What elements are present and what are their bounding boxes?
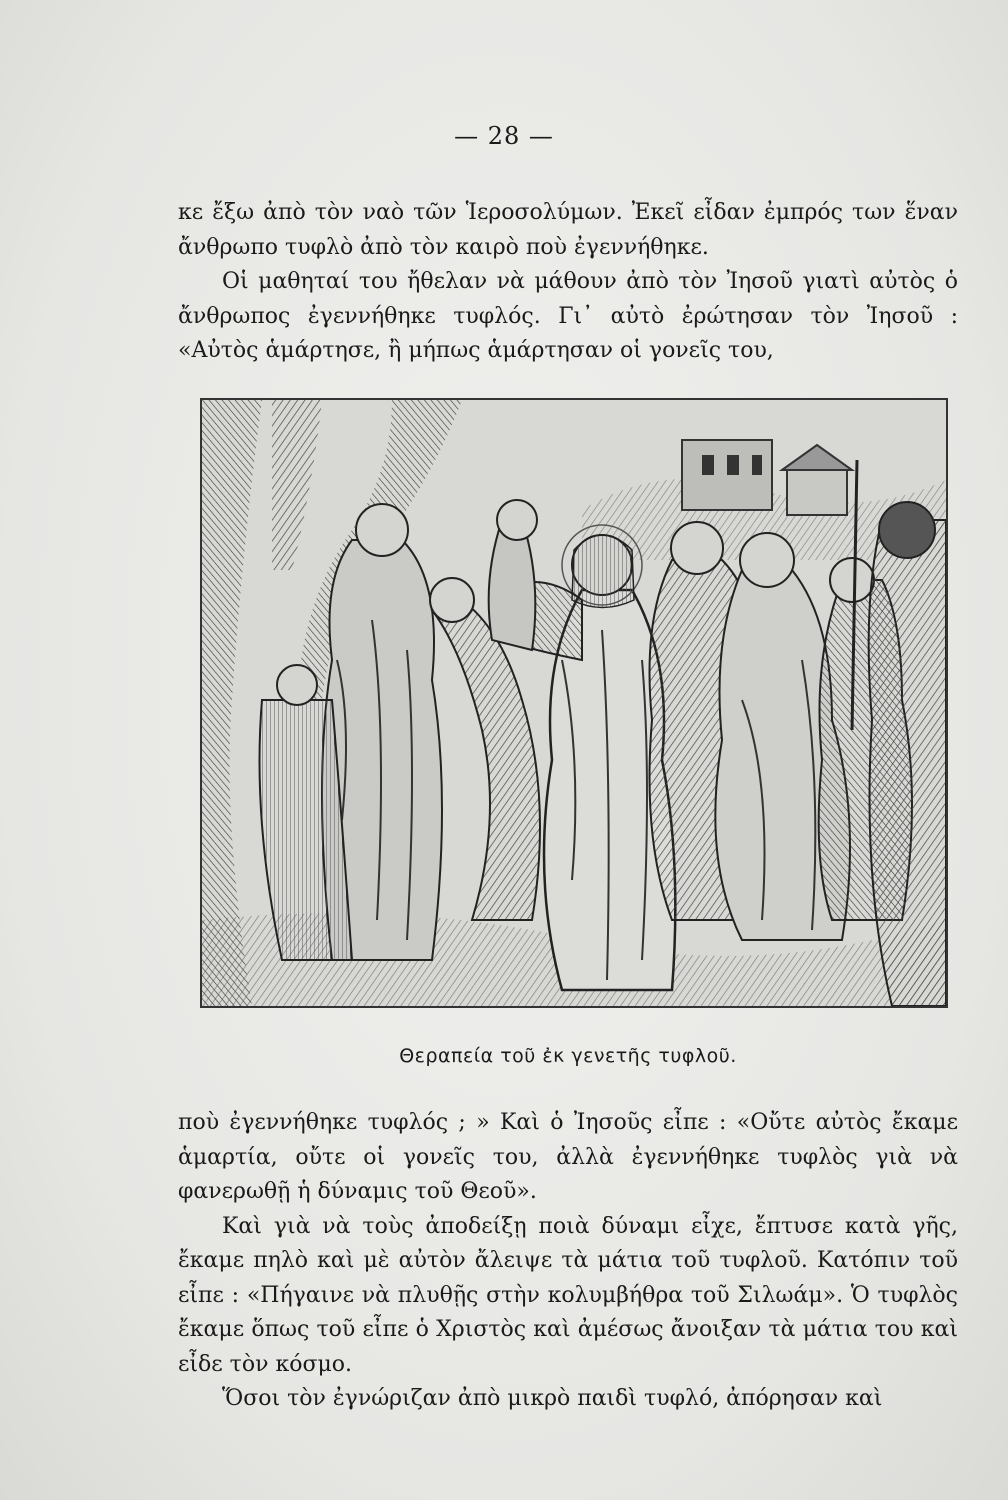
paragraph: Οἱ μαθηταί του ἤθελαν νὰ μάθουν ἀπὸ τὸν Ἰησοῦ γιατὶ αὐτὸς ὁ ἄνθρωπος ἐγεννήθηκε τυφλός. Γι᾽ αὐτὸ ἐρώτησαν τὸν Ἰησοῦ : «Αὐτὸς ἁμάρτησε, ἢ μήπως ἁμάρτησαν οἱ γονεῖς του, [178, 269, 958, 363]
engraving-healing-blind-man [202, 400, 946, 1006]
paragraph: Ὅσοι τὸν ἐγνώριζαν ἀπὸ μικρὸ παιδὶ τυφλό, ἀπόρησαν καὶ [222, 1386, 883, 1411]
woodcut-illustration [200, 398, 948, 1008]
paragraph: Καὶ γιὰ νὰ τοὺς ἀποδείξῃ ποιὰ δύναμι εἶχε, ἔπτυσε κατὰ γῆς, ἔκαμε πηλὸ καὶ μὲ αὐτὸν ἄλειψε τὰ μάτια τοῦ τυφλοῦ. Κατόπιν τοῦ εἶπε : «Πήγαινε νὰ πλυθῇς στὴν κολυμβήθρα τοῦ Σιλωάμ». Ὁ τυφλὸς ἔκαμε ὅπως τοῦ εἶπε ὁ Χριστὸς καὶ ἀμέσως ἄνοιξαν τὰ μάτια του καὶ εἶδε τὸν κόσμο. [178, 1213, 958, 1377]
paragraph: ποὺ ἐγεννήθηκε τυφλός ; » Καὶ ὁ Ἰησοῦς εἶπε : «Οὔτε αὐτὸς ἔκαμε ἁμαρτία, οὔτε οἱ γονεῖς του, ἀλλὰ ἐγεννήθηκε τυφλὸς γιὰ νὰ φανερωθῇ ἡ δύναμις τοῦ Θεοῦ». [178, 1110, 958, 1204]
bottom-text-block [178, 1106, 958, 1417]
illustration-caption: Θεραπεία τοῦ ἐκ γενετῆς τυφλοῦ. [399, 1045, 737, 1067]
page-number: — 28 — [454, 122, 554, 150]
top-text-block [178, 196, 958, 369]
paragraph: κε ἔξω ἀπὸ τὸν ναὸ τῶν Ἱεροσολύμων. Ἐκεῖ εἶδαν ἐμπρός των ἕναν ἄνθρωπο τυφλὸ ἀπὸ τὸν καιρὸ ποὺ ἐγεννήθηκε. [178, 200, 958, 260]
